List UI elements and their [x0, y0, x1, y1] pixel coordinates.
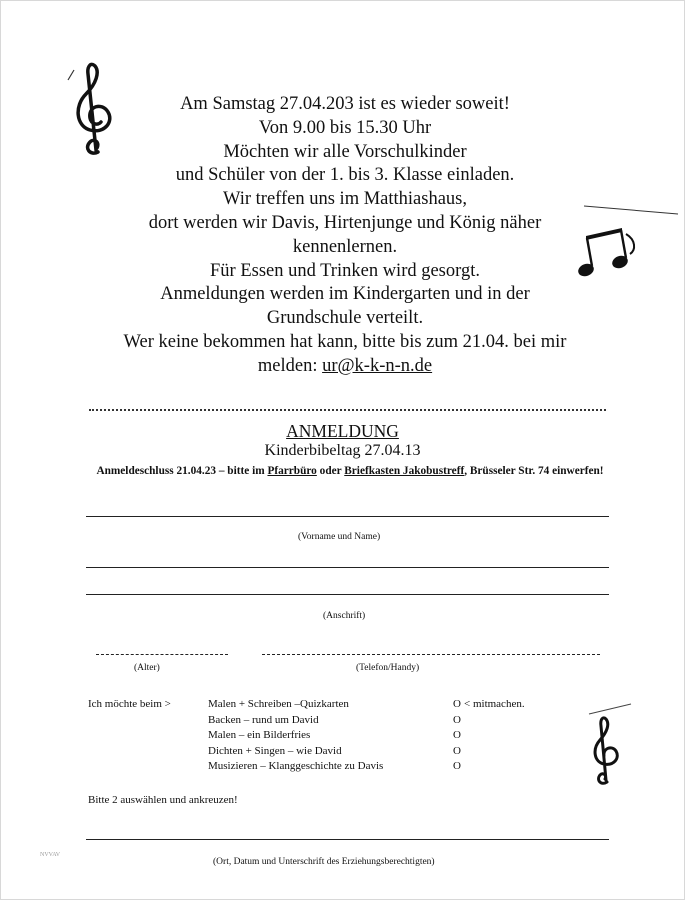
workshop-checkbox[interactable]: O	[453, 713, 461, 726]
treble-clef-small-icon	[585, 700, 635, 790]
margin-mark: NVVAV	[40, 852, 61, 858]
workshop-option-suffix: < mitmachen.	[464, 698, 525, 710]
workshop-option	[208, 759, 548, 775]
invitation-line: Wir treffen uns im Matthiashaus,	[223, 189, 467, 210]
address-field-line-2[interactable]	[86, 594, 609, 595]
phone-field-line[interactable]	[262, 654, 600, 655]
name-field-line[interactable]	[86, 516, 609, 517]
invitation-line: Wer keine bekommen hat kann, bitte bis zum 21.04. bei mir	[123, 331, 567, 352]
address-field-label: (Anschrift)	[323, 611, 366, 621]
invitation-line: Für Essen und Trinken wird gesorgt.	[210, 260, 480, 281]
workshop-option-label: Malen – ein Bilderfries	[208, 729, 311, 741]
phone-field-label: (Telefon/Handy)	[356, 663, 420, 673]
invitation-line: Möchten wir alle Vorschulkinder	[223, 141, 467, 162]
signature-field-line[interactable]	[86, 839, 609, 840]
workshop-checkbox[interactable]: O	[453, 698, 461, 710]
selection-hint: Bitte 2 auswählen und ankreuzen!	[88, 794, 238, 806]
deadline-text: , Brüsseler Str. 74 einwerfen!	[464, 465, 604, 477]
registration-subtitle: Kinderbibeltag 27.04.13	[264, 442, 421, 459]
workshop-options	[208, 697, 548, 775]
workshop-checkbox[interactable]: O	[453, 760, 461, 772]
invitation-contact-line	[85, 355, 605, 379]
registration-title: ANMELDUNG	[286, 421, 399, 441]
registration-deadline	[90, 463, 610, 480]
address-field-line-1[interactable]	[86, 567, 609, 568]
cut-line	[89, 409, 606, 411]
workshop-option-label: Backen – rund um David	[208, 713, 319, 726]
choice-lead-text: Ich möchte beim >	[88, 698, 171, 710]
invitation-line: Anmeldungen werden im Kindergarten und in der	[160, 284, 530, 305]
workshop-option	[208, 728, 548, 744]
workshop-option-label: Malen + Schreiben –Quizkarten	[208, 698, 349, 710]
name-field-label: (Vorname und Name)	[298, 532, 381, 542]
workshop-option	[208, 697, 548, 713]
workshop-checkbox[interactable]: O	[453, 729, 461, 741]
invitation-line: und Schüler von der 1. bis 3. Klasse einladen.	[175, 165, 515, 186]
signature-field-label: (Ort, Datum und Unterschrift des Erziehungsberechtigten)	[213, 857, 435, 867]
workshop-option-label: Dichten + Singen – wie David	[208, 744, 342, 757]
deadline-text: oder	[316, 465, 345, 477]
invitation-text	[85, 93, 605, 379]
invitation-line: kennenlernen.	[292, 236, 398, 257]
invitation-line: Von 9.00 bis 15.30 Uhr	[258, 117, 432, 138]
invitation-line: Grundschule verteilt.	[266, 308, 424, 329]
deadline-place-office: Pfarrbüro	[267, 465, 317, 477]
workshop-option	[208, 744, 548, 760]
contact-email-link[interactable]: ur@k-k-n-n.de	[322, 355, 433, 376]
age-field-line[interactable]	[96, 654, 228, 655]
invitation-line: dort werden wir Davis, Hirtenjunge und König näher	[148, 212, 542, 233]
workshop-option	[208, 713, 548, 729]
invitation-line: Am Samstag 27.04.203 ist es wieder soweit!	[180, 94, 510, 114]
age-field-label: (Alter)	[134, 663, 160, 673]
workshop-checkbox[interactable]: O	[453, 744, 461, 757]
workshop-option-label: Musizieren – Klanggeschichte zu Davis	[208, 760, 384, 772]
deadline-place-mailbox: Briefkasten Jakobustreff	[344, 465, 465, 477]
contact-prefix: melden:	[257, 355, 323, 376]
deadline-text: Anmeldeschluss 21.04.23 – bitte im	[96, 465, 268, 477]
